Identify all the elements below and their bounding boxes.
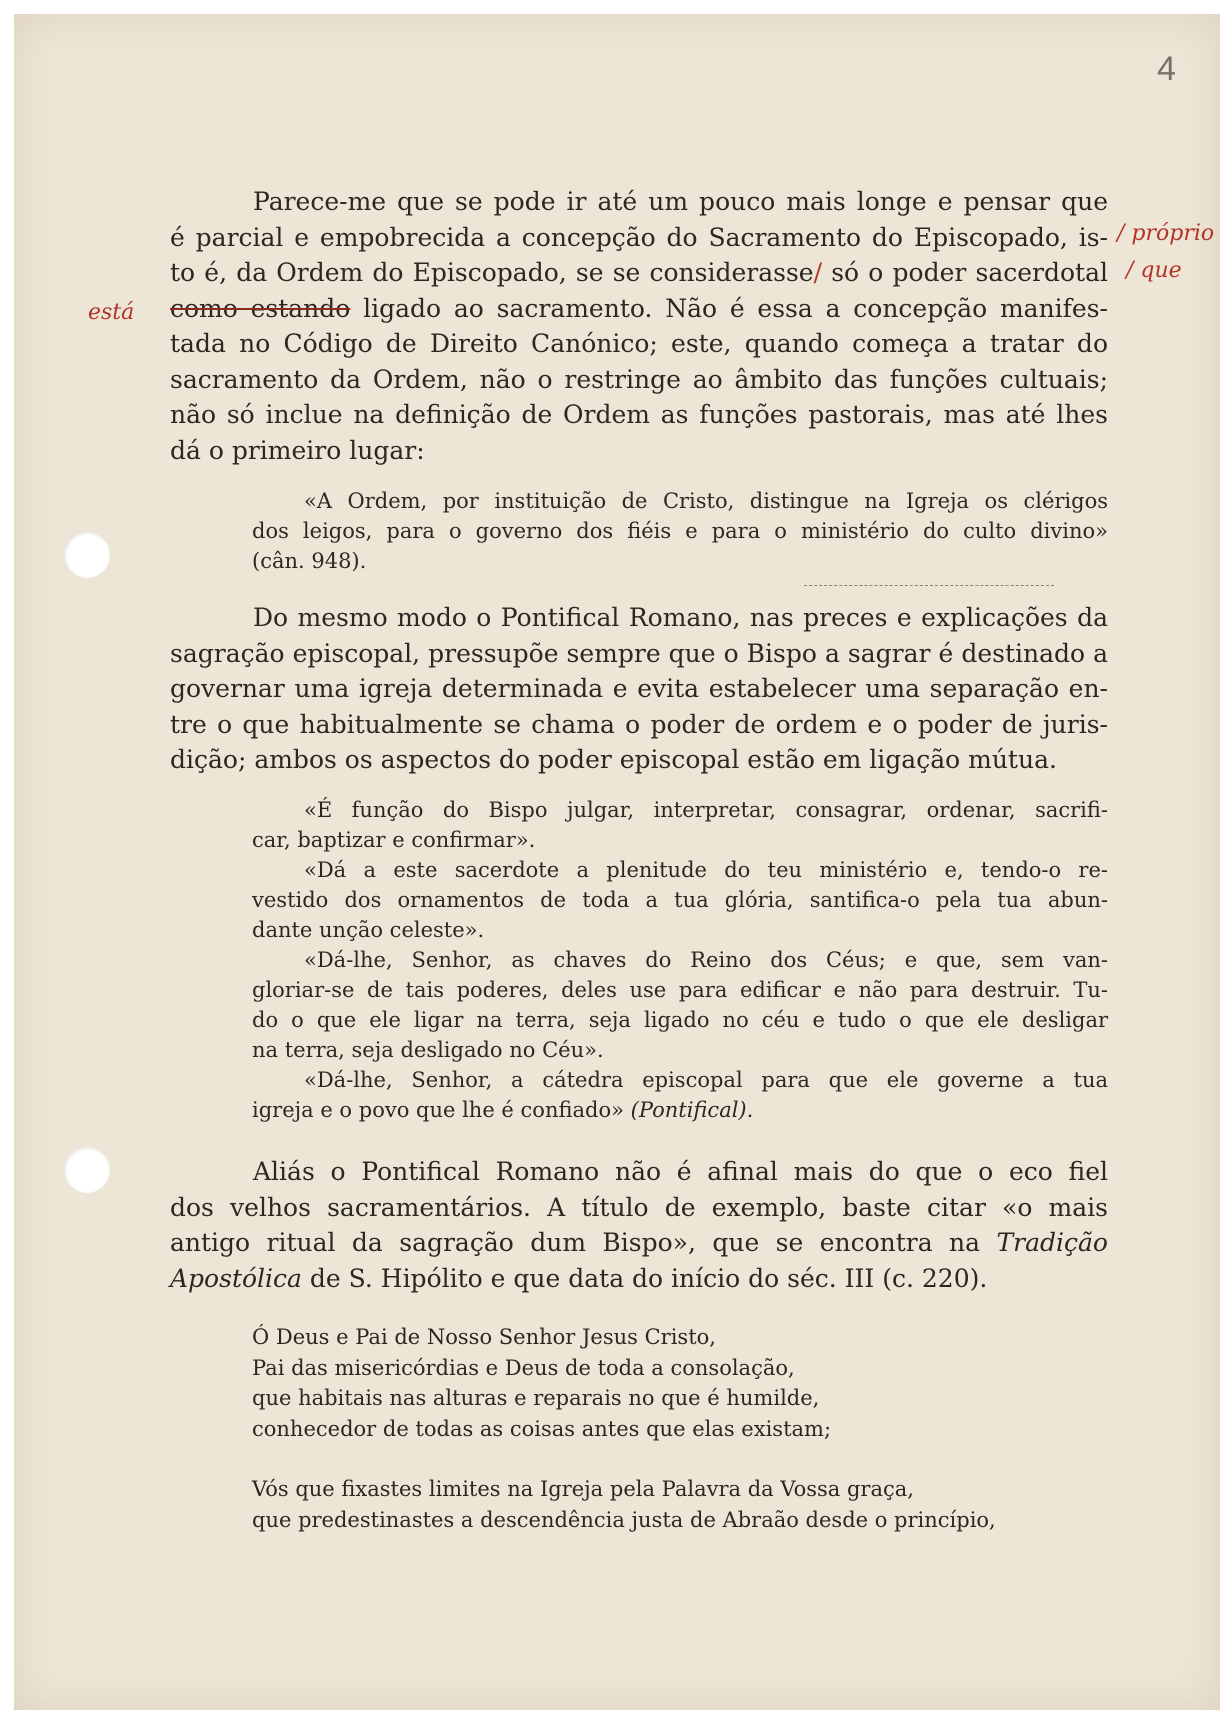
verse-line: Pai das misericórdias e Deus de toda a consolação, [252,1355,795,1380]
text-line: «É função do Bispo julgar, interpretar, consagrar, ordenar, sacrifi- [304,798,1108,822]
text-line: Do mesmo modo o Pontifical Romano, nas preces e explicações da [253,603,1108,632]
text-line: car, baptizar e confirmar». [252,828,536,852]
prayer-block [252,1322,1112,1535]
insertion-caret: / [813,258,823,287]
struck-text: como estando [170,293,351,323]
text-line: não só inclue na definição de Ordem as funções pastorais, mas até lhes [170,400,1108,429]
text-line: «A Ordem, por instituição de Cristo, distingue na Igreja os clérigos [304,489,1108,513]
text-line: gloriar-se de tais poderes, deles use para edificar e não para destruir. Tu- [252,978,1108,1002]
text-line: (cân. 948). [252,549,367,573]
paragraph-1 [170,184,1108,468]
verse-line: conhecedor de todas as coisas antes que elas existam; [252,1416,832,1441]
text-line [252,1095,1108,1125]
italic-title: Apostólica [170,1263,302,1293]
text-line: «Dá-lhe, Senhor, as chaves do Reino dos Céus; e que, sem van- [304,948,1108,972]
text-line: dante unção celeste». [252,918,485,942]
paragraph-2 [170,600,1108,778]
margin-insertion-note: está [88,300,135,325]
punch-hole [64,532,110,578]
text-segment: ligado ao sacramento. Não é essa a concepção manifes- [363,293,1108,323]
italic-citation: (Pontifical). [630,1098,754,1122]
text-line: sacramento da Ordem, não o restringe ao âmbito das funções cultuais; [170,364,1108,394]
text-line [170,1261,1108,1297]
verse-line: que predestinastes a descendência justa de Abraão desde o princípio, [252,1507,996,1532]
document-page [14,14,1220,1710]
text-line: é parcial e empobrecida a concepção do Sacramento do Episcopado, is- [170,222,1108,252]
punch-hole [64,1147,110,1193]
text-line: governar uma igreja determinada e evita estabelecer uma separação en- [170,674,1108,703]
text-line: tada no Código de Direito Canónico; este, quando começa a tratar do [170,329,1108,358]
text-segment: to é, da Ordem do Episcopado, se se considerasse [170,258,814,287]
text-line: dos leigos, para o governo dos fiéis e para o ministério do culto divino» [252,519,1108,543]
text-line: Parece-me que se pode ir até um pouco mais longe e pensar que [253,187,1108,216]
text-segment: de S. Hipólito e que data do início do séc. III (c. 220). [309,1263,988,1293]
text-line [170,291,1108,327]
text-line: do o que ele ligar na terra, seja ligado no céu e tudo o que ele desligar [252,1008,1108,1032]
stanza-break [252,1444,1112,1474]
text-line: sagração episcopal, pressupõe sempre que o Bispo a sagrar é destinado a [170,638,1108,668]
page-number: 4 [1157,50,1176,88]
text-line [170,1225,1108,1261]
quote-canon-law [252,486,1108,576]
text-segment: igreja e o povo que lhe é confiado» [252,1098,624,1122]
text-line: vestido dos ornamentos de toda a tua glória, santifica-o pela tua abun- [252,888,1108,912]
text-line: na terra, seja desligado no Céu». [252,1038,604,1062]
text-segment: antigo ritual da sagração dum Bispo», que se encontra na [170,1228,981,1257]
verse-line: Vós que fixastes limites na Igreja pela Palavra da Vossa graça, [252,1477,914,1501]
text-line [170,255,1108,291]
text-line: tre o que habitualmente se chama o poder de ordem e o poder de juris- [170,709,1108,739]
text-line: Aliás o Pontifical Romano não é afinal mais do que o eco fiel [253,1157,1108,1186]
text-line: «Dá a este sacerdote a plenitude do teu ministério e, tendo-o re- [304,858,1108,882]
margin-correction-note: / próprio [1117,221,1215,246]
verse-line: Ó Deus e Pai de Nosso Senhor Jesus Cristo, [252,1325,716,1349]
verse-line: que habitais nas alturas e reparais no que é humilde, [252,1386,820,1410]
paragraph-3 [170,1154,1108,1296]
text-line: dos velhos sacramentários. A título de exemplo, baste citar «o mais [170,1192,1108,1222]
text-line: dá o primeiro lugar: [170,435,425,465]
text-line: «Dá-lhe, Senhor, a cátedra episcopal para que ele governe a tua [304,1068,1108,1092]
dashed-rule [804,585,1054,586]
text-segment: só o poder sacerdotal [831,258,1108,287]
italic-title: Tradição [996,1228,1108,1257]
quote-pontifical [252,795,1108,1125]
margin-correction-note: / que [1126,258,1182,283]
text-line: dição; ambos os aspectos do poder episcopal estão em ligação mútua. [170,745,1057,774]
